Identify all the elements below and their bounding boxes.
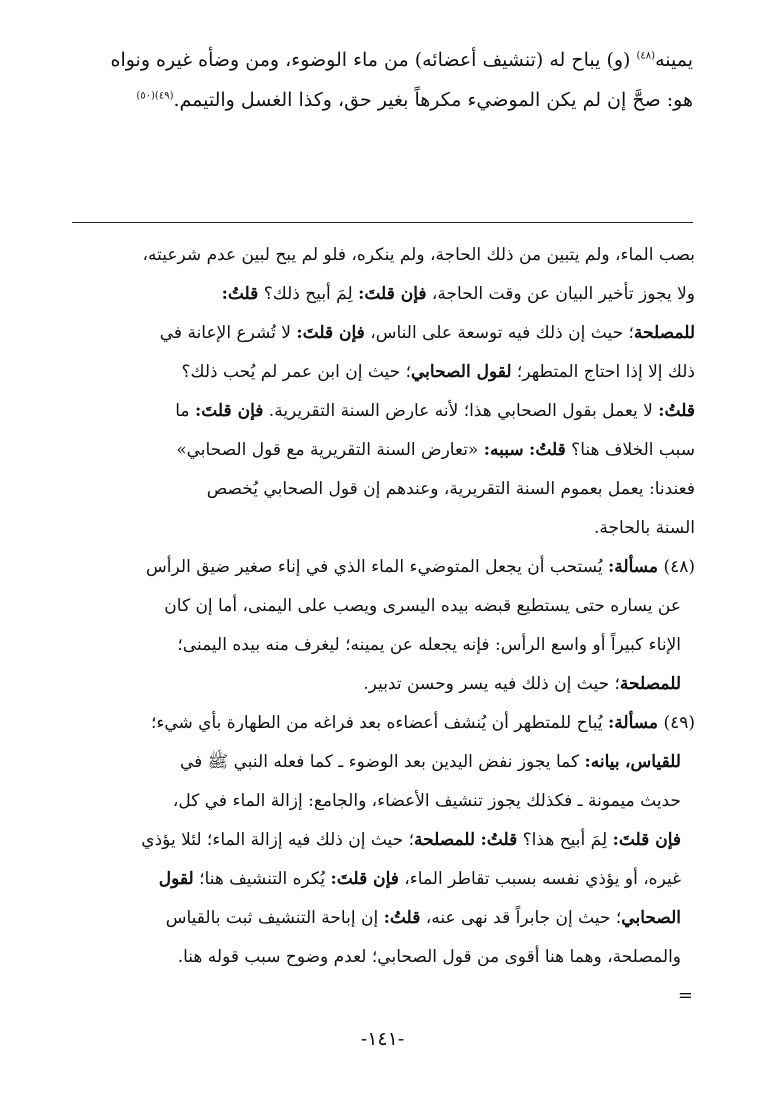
end-mark-line [66,977,695,1016]
note-text: السنة بالحاجة. [594,518,695,538]
keyword-qultu: قلتُ: [221,284,259,304]
masala-49-line [66,782,695,821]
note-text: «تعارض السنة التقريرية مع قول الصحابي» [176,440,484,460]
note-text: الإناء كبيراً أو واسع الرأس: فإنه يجعله عن يمينه؛ ليغرف منه بيده اليمنى؛ [177,635,681,655]
note-text: ولا يجوز تأخير البيان عن وقت الحاجة، [426,284,695,304]
note-text: لِمَ أبيح هذا؟ [517,830,613,850]
keyword-maslaha: للمصلحة [619,674,681,694]
masala-48-line [66,548,695,587]
note-line [66,470,695,509]
keyword-li-qawl: لقول [158,869,194,889]
keyword-fa-in-qulta: فإن قلتَ: [296,323,365,343]
note-line [66,275,695,314]
main-line-1 [68,40,693,80]
note-text: يُكره التنشيف هنا؛ [193,869,331,889]
masala-49-line [66,938,695,977]
footnotes [66,236,695,1016]
keyword-fa-in-qulta: فإن قلتَ: [358,284,427,304]
note-text: ؛ حيث إن ذلك فيه يسر وحسن تدبير. [363,674,620,694]
keyword-sababuhu: سببه: [483,440,524,460]
note-line [66,392,695,431]
note-line [66,314,695,353]
note-text: ؛ حيث إن ذلك فيه توسعة على الناس، [364,323,634,343]
masala-48-line [66,587,695,626]
keyword-qultu: قلتُ: [480,830,518,850]
footnote-ref-49-50: (٤٩)(٥٠) [136,90,174,102]
masala-48-line [66,665,695,704]
note-text: بصب الماء، ولم يتبين من ذلك الحاجة، ولم ينكره، فلو لم يبح لبين عدم شرعيته، [142,245,695,265]
note-text: حديث ميمونة ـ فكذلك يجوز تنشيف الأعضاء، والجامع: إزالة الماء في كل، [172,791,681,811]
masala-49-line [66,821,695,860]
note-text: سبب الخلاف هنا؟ [565,440,695,460]
keyword-qultu: قلتُ: [658,401,695,421]
keyword-qawl-sahabi: لقول الصحابي [410,362,512,382]
keyword-maslaha: للمصلحة [414,830,476,850]
main-text-run: هو: صحَّ إن لم يكن الموضيء مكرهاً بغير حق، وكذا الغسل والتيمم. [173,89,693,111]
main-text [68,40,693,120]
end-mark: = [677,985,693,1006]
keyword-masala: مسألة: [608,557,659,577]
note-line [66,353,695,392]
main-text-run: يمينه [655,49,693,71]
note-text: لا يعمل بقول الصحابي هذا؛ لأنه عارض السنة التقريرية. [263,401,659,421]
note-line [66,431,695,470]
keyword-masala: مسألة: [608,713,659,733]
note-text: غيره، أو يؤذي نفسه بسبب تقاطر الماء، [398,869,681,889]
note-text: ما [175,401,195,421]
footnote-divider [72,222,693,223]
masala-49-line [66,704,695,743]
note-text: ؛ حيث إن جابراً قد نهى عنه، [420,908,622,928]
keyword-fa-in-qulta: فإن قلتَ: [330,869,399,889]
main-text-run: (و) يباح له (تنشيف أعضائه) من ماء الوضوء، ومن وضأه غيره ونواه [110,49,637,71]
note-text: يُباح للمتطهر أن يُنشف أعضاءه بعد فراغه من الطهارة بأي شيء؛ [150,713,609,733]
note-text: عن يساره حتى يستطيع قبضه بيده اليسرى ويصب على اليمنى، أما إن كان [164,596,681,616]
masala-number: (٤٩) [663,713,695,733]
keyword-fa-in-qulta: فإن قلتَ: [194,401,264,421]
note-line [66,509,695,548]
note-text: فعندنا: يعمل بعموم السنة التقريرية، وعندهم إن قول الصحابي يُخصص [206,479,695,499]
masala-49-line [66,899,695,938]
keyword-bayanuhu: بيانه: [584,752,620,772]
note-text: إن إباحة التنشيف ثبت بالقياس [165,908,384,928]
keyword-fa-in-qulta: فإن قلتَ: [612,830,681,850]
keyword-qultu: قلتُ: [529,440,566,460]
note-line [66,236,695,275]
keyword-maslaha: للمصلحة [633,323,695,343]
note-text: ؛ حيث إن ابن عمر لم يُحب ذلك؟ [181,362,411,382]
masala-49-line [66,743,695,782]
keyword-qultu: قلتُ: [383,908,421,928]
note-text: يُستحب أن يجعل المتوضيء الماء الذي في إناء صغير ضيق الرأس [146,557,609,577]
keyword-qiyas: للقياس، [625,752,681,772]
footnote-ref-48: (٤٨) [636,50,656,62]
note-text: لِمَ أبيح ذلك؟ [258,284,359,304]
note-text: ذلك إلا إذا احتاج المتطهر؛ [511,362,695,382]
masala-number: (٤٨) [663,557,695,577]
note-text: والمصلحة، وهما هنا أقوى من قول الصحابي؛ لعدم وضوح سبب قوله هنا. [177,947,681,967]
main-line-2 [68,80,693,120]
note-text: لا تُشرع الإعانة في [159,323,297,343]
keyword-sahabi: الصحابي [621,908,681,928]
note-text: ؛ حيث إن ذلك فيه إزالة الماء؛ لئلا يؤذي [141,830,415,850]
note-text: كما يجوز نفض اليدين بعد الوضوء ـ كما فعله النبي ﷺ في [179,752,585,772]
masala-49-line [66,860,695,899]
masala-48-line [66,626,695,665]
page-number: -١٤١- [360,1028,405,1050]
